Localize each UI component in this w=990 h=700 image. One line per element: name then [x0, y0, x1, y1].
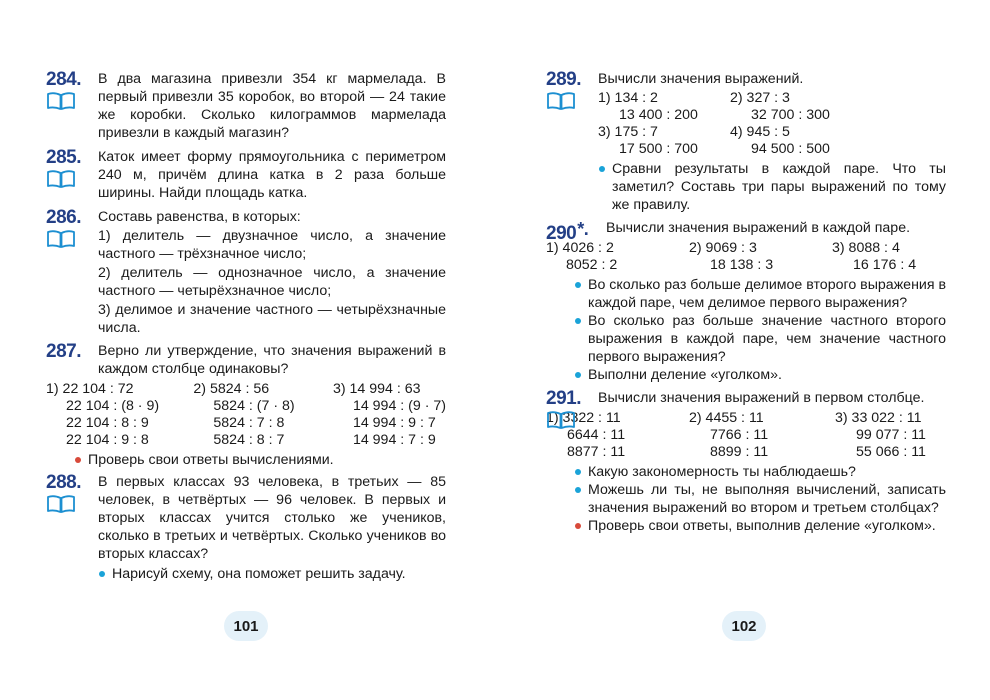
expressions-287 [46, 381, 446, 449]
expression: 17 500 : 700 [619, 141, 698, 157]
expression: 2) 4455 : 11 [689, 410, 764, 426]
blue-bullet-icon [575, 372, 581, 378]
expression: 5824 : 7 : 8 [213, 415, 285, 431]
blue-bullet-icon [575, 469, 581, 475]
problem-text: Составь равенства, в которых: [98, 209, 301, 225]
problem-291 [546, 389, 946, 407]
note-text: Какую закономерность ты наблюдаешь? [588, 464, 856, 480]
list-item: 2) делитель — однозначное число, а значение частного — четырёхзначное число; [98, 265, 446, 299]
expressions-290 [546, 240, 946, 274]
expression-column [333, 381, 446, 449]
problem-number-digits: 290 [546, 223, 577, 244]
problem-text: В первых классах 93 человека, в третьих — 85 человек, в четвёртых — 96 человек. В первых и вторых классах учится столько же учеников, сколько в третьих и четвёртых. Сколько учеников во вторых классах? [98, 474, 446, 562]
problem-287 [46, 342, 446, 378]
bullet-note [574, 481, 946, 517]
expression: 99 077 : 11 [856, 427, 926, 443]
blue-bullet-icon [575, 487, 581, 493]
expression: 3) 33 022 : 11 [835, 410, 922, 426]
expression-column [689, 240, 832, 274]
problem-text: В два магазина привезли 354 кг мармелада. В первый привезли 35 коробок, во второй — 24 такие же коробки. Сколько килограммов мармелада привезли в каждый магазин? [98, 71, 446, 141]
expression: 22 104 : (8 · 9) [66, 398, 160, 414]
blue-bullet-icon [99, 571, 105, 577]
expression: 13 400 : 200 [619, 107, 698, 123]
problem-number: 286. [46, 207, 81, 228]
problem-290-notes [546, 276, 946, 384]
open-book-icon [546, 411, 576, 430]
problem-text: Вычисли значения выражений. [598, 71, 804, 87]
problem-number: 285. [46, 147, 81, 168]
note-text: Выполни деление «уголком». [588, 367, 782, 383]
bullet-note [98, 565, 446, 583]
expression: 1) 3322 : 11 [546, 410, 621, 426]
list-item: 1) делитель — двузначное число, а значение частного — трёхзначное число; [98, 228, 446, 262]
expression: 1) 22 104 : 72 [46, 381, 134, 397]
note-text: Во сколько раз больше делимое второго выражения в каждой паре, чем делимое первого выражения? [588, 277, 946, 311]
expression: 5824 : 8 : 7 [213, 432, 285, 448]
expression: 4) 945 : 5 [730, 124, 790, 140]
expression-column [598, 90, 730, 158]
expression: 22 104 : 9 : 8 [66, 432, 149, 448]
expression-column [46, 381, 193, 449]
problem-text: Вычисли значения выражений в каждой паре. [606, 220, 911, 236]
bullet-note [574, 366, 946, 384]
problem-number: 287. [46, 341, 81, 362]
star-mark: *. [577, 219, 589, 239]
expression: 8052 : 2 [566, 257, 618, 273]
expressions-291 [546, 410, 946, 461]
expression: 22 104 : 8 : 9 [66, 415, 149, 431]
expression: 18 138 : 3 [710, 257, 774, 273]
note-text: Проверь свои ответы вычислениями. [88, 452, 334, 468]
expression: 6644 : 11 [567, 427, 626, 443]
expression: 5824 : (7 · 8) [213, 398, 295, 414]
expression: 2) 327 : 3 [730, 90, 790, 106]
blue-bullet-icon [599, 166, 605, 172]
bullet-note [574, 517, 946, 535]
red-bullet-icon [575, 523, 581, 529]
page-number-left: 101 [224, 611, 268, 641]
open-book-icon [46, 92, 76, 111]
problem-285 [46, 148, 446, 202]
expression-column [193, 381, 333, 449]
blue-bullet-icon [575, 282, 581, 288]
problem-text: Верно ли утверждение, что значения выражений в каждом столбце одинаковы? [98, 343, 446, 377]
expression-column [835, 410, 926, 461]
note-text: Во сколько раз больше значение частного второго выражения в каждой паре, чем значение частного первого выражения? [588, 313, 946, 365]
red-bullet-icon [75, 457, 81, 463]
bullet-note [574, 463, 946, 481]
problem-number [546, 219, 588, 244]
note-text: Можешь ли ты, не выполняя вычислений, записать значения выражений во втором и третьем столбцах? [588, 482, 946, 516]
bullet-note [598, 160, 946, 214]
expression-column [730, 90, 830, 158]
expression: 7766 : 11 [710, 427, 769, 443]
bullet-note [74, 451, 446, 469]
problem-text: Вычисли значения выражений в первом столбце. [598, 390, 925, 406]
page-number-right: 102 [722, 611, 766, 641]
problem-290 [546, 219, 946, 244]
expression: 8877 : 11 [567, 444, 626, 460]
problem-289 [546, 70, 946, 214]
problem-number: 288. [46, 472, 81, 493]
blue-bullet-icon [575, 318, 581, 324]
expression-column [689, 410, 835, 461]
expression: 2) 5824 : 56 [193, 381, 270, 397]
expression: 14 994 : (9 · 7) [352, 398, 446, 414]
expression: 3) 14 994 : 63 [332, 381, 421, 397]
expression: 3) 175 : 7 [598, 124, 658, 140]
list-item: 3) делимое и значение частного — четырёхзначные числа. [98, 302, 446, 336]
expression: 14 994 : 7 : 9 [352, 432, 436, 448]
open-book-icon [546, 92, 576, 111]
expressions-289 [598, 90, 946, 158]
open-book-icon [46, 495, 76, 514]
expression-column [546, 240, 689, 274]
note-text: Проверь свои ответы, выполнив деление «уголком». [588, 518, 936, 534]
expression: 32 700 : 300 [751, 107, 830, 123]
problem-284 [46, 70, 446, 142]
bullet-note [574, 312, 946, 366]
left-page [46, 70, 446, 583]
problem-text: Каток имеет форму прямоугольника с периметром 240 м, причём длина катка в 2 раза больше ширины. Найди площадь катка. [98, 149, 446, 201]
expression: 16 176 : 4 [853, 257, 917, 273]
bullet-note [574, 276, 946, 312]
expression-column [832, 240, 916, 274]
problem-number: 289. [546, 69, 581, 90]
problem-288 [46, 473, 446, 583]
expression: 2) 9069 : 3 [689, 240, 757, 256]
expression: 3) 8088 : 4 [832, 240, 900, 256]
open-book-icon [46, 170, 76, 189]
problem-number: 291. [546, 388, 581, 409]
problem-286 [46, 208, 446, 337]
note-text: Сравни результаты в каждой паре. Что ты заметил? Составь три пары выражений по тому же правилу. [612, 161, 946, 213]
problem-287-note [46, 451, 446, 469]
note-text: Нарисуй схему, она поможет решить задачу. [112, 566, 406, 582]
expression: 1) 4026 : 2 [546, 240, 614, 256]
expression: 8899 : 11 [710, 444, 769, 460]
expression: 94 500 : 500 [751, 141, 830, 157]
problem-number: 284. [46, 69, 81, 90]
problem-291-notes [546, 463, 946, 535]
right-page [546, 70, 946, 535]
expression: 55 066 : 11 [856, 444, 926, 460]
expression: 1) 134 : 2 [598, 90, 658, 106]
open-book-icon [46, 230, 76, 249]
expression: 14 994 : 9 : 7 [352, 415, 436, 431]
